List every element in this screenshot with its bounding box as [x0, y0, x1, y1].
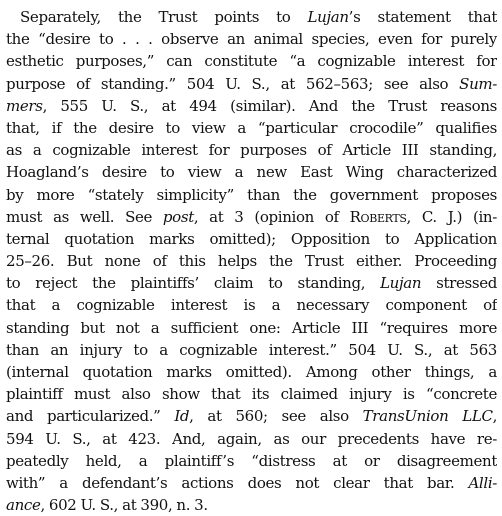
- line-text: peatedly held, a plaintiff’s “distress at or disagreement: [6, 451, 497, 470]
- line-text: with” a defendant’s actions does not clear that bar.: [6, 473, 469, 492]
- line-text: must as well. See: [6, 207, 163, 226]
- line-text: purpose of standing.” 504 U. S., at 562–563; see also: [6, 74, 460, 93]
- line-text: and particularized.”: [6, 407, 175, 426]
- line-text: stressed: [421, 274, 497, 293]
- line-text: as a cognizable interest for purposes of Article III standing,: [6, 141, 497, 160]
- line-text: 25–26. But none of this helps the Trust either. Proceeding: [6, 252, 497, 271]
- paragraph-line: [6, 428, 497, 450]
- italic-citation: Lujan: [307, 8, 349, 26]
- italic-citation: post: [162, 207, 194, 226]
- italic-citation: mers: [6, 96, 43, 115]
- small-caps-name: Roberts: [349, 207, 407, 226]
- line-text: plaintiff must also show that its claimed injury is “concrete: [6, 385, 497, 404]
- opinion-paragraph: [6, 6, 497, 516]
- line-text: (internal quotation marks omitted). Among other things, a: [6, 363, 497, 381]
- paragraph-line: [6, 73, 497, 95]
- paragraph-line: [6, 472, 497, 494]
- paragraph-line: [6, 383, 497, 405]
- paragraph-line: [6, 6, 497, 28]
- paragraph-line: [6, 95, 497, 117]
- paragraph-line: [6, 228, 497, 250]
- paragraph-line: [6, 206, 497, 228]
- line-text: , at 560; see also: [189, 407, 363, 426]
- line-text: that, if the desire to view a “particular crocodile” qualifies: [6, 118, 497, 137]
- line-text: 594 U. S., at 423. And, again, as our precedents have re-: [6, 429, 497, 448]
- paragraph-line: [6, 361, 497, 383]
- line-text: to reject the plaintiffs’ claim to standing,: [6, 274, 381, 293]
- line-text: the “desire to . . . observe an animal species, even for purely: [6, 30, 497, 49]
- line-text: esthetic purposes,” can constitute “a cognizable interest for: [6, 52, 497, 71]
- italic-citation: Lujan: [380, 274, 422, 293]
- line-text: that a cognizable interest is a necessary component of: [6, 296, 497, 315]
- line-text: , C. J.) (in-: [406, 207, 497, 226]
- line-text: standing but not a sufficient one: Article III “requires more: [6, 318, 497, 337]
- line-text: ternal quotation marks omitted); Opposition to Application: [6, 229, 497, 248]
- paragraph-line: [6, 184, 497, 206]
- line-text: by more “stately simplicity” than the government proposes: [6, 185, 497, 204]
- paragraph-line: [6, 50, 497, 72]
- italic-citation: TransUnion LLC: [362, 407, 493, 426]
- italic-citation: Id: [174, 407, 190, 426]
- paragraph-line: [6, 494, 497, 516]
- paragraph-line: [6, 139, 497, 161]
- paragraph-line: [6, 317, 497, 339]
- paragraph-line: [6, 272, 497, 294]
- paragraph-line: [6, 250, 497, 272]
- line-text: ,: [492, 407, 497, 426]
- paragraph-line: [6, 405, 497, 427]
- line-text: , at 3 (opinion of: [193, 207, 350, 226]
- line-text: than an injury to a cognizable interest.” 504 U. S., at 563: [6, 340, 497, 359]
- paragraph-line: [6, 28, 497, 50]
- paragraph-line: [6, 450, 497, 472]
- line-text: Hoagland’s desire to view a new East Wing characterized: [6, 163, 497, 182]
- paragraph-line: [6, 294, 497, 316]
- line-text: , 555 U. S., at 494 (similar). And the Trust reasons: [42, 96, 497, 115]
- italic-citation: ance: [6, 496, 41, 515]
- paragraph-line: [6, 339, 497, 361]
- line-text: , 602 U. S., at 390, n. 3.: [40, 496, 208, 515]
- italic-citation: Alli-: [468, 473, 497, 492]
- line-text: Separately, the Trust points to: [20, 8, 308, 26]
- paragraph-line: [6, 117, 497, 139]
- line-text: ’s statement that: [348, 8, 497, 26]
- paragraph-line: [6, 161, 497, 183]
- italic-citation: Sum-: [459, 74, 497, 93]
